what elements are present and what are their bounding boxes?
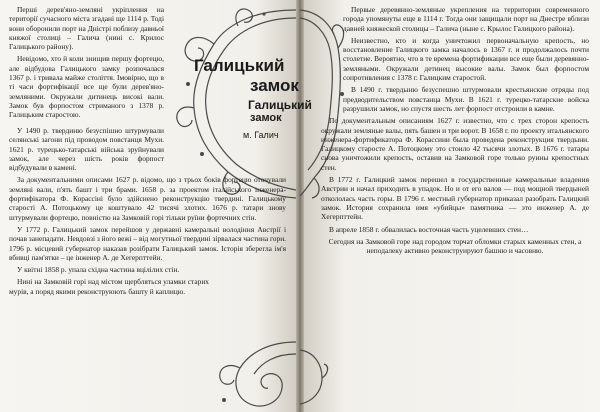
- left-text-column: [9, 5, 164, 123]
- left-location-line: м. Галич: [243, 130, 279, 140]
- left-paragraph-1: Перші дерев'яно-земляні укріплення на території сучасного міста згадані ще 1114 р. Тоді вони оборонили порт на Дністрі поблизу давньої княжої столиці – Галича (нині с. Крилос Галицького району).: [9, 5, 164, 52]
- left-subtitle-line-2: замок: [250, 112, 282, 124]
- left-paragraph-6: У квітні 1858 р. упала східна частина вцілілих стін.: [17, 265, 180, 275]
- right-paragraph-4: По документальным описаниям 1627 г. известно, что с трех сторон крепость окружали земляные валы, пять башен и три ворот. В 1658 г. по проекту итальянского инженера-фортификатора Ф. Корассини была проведена реконструкция твердыни. Галицкому старосте А. Потоцкому это стоило 42 тысячи злотых. В 1676 г. татары снова уничтожили крепость, оставив на Замковой горе только руины крепостных стен.: [321, 116, 590, 172]
- right-paragraph-6: В апреле 1858 г. обвалилась восточная часть уцелевших стен…: [329, 224, 529, 234]
- left-text-full: [9, 126, 286, 299]
- right-paragraph-1: Первые деревянно-земляные укрепления на территории современного города упомянуты еще в 1114 г. Тогда они защищали порт на Днестре вблизи давней княжеской столицы – Галича (ныне с. Крылос Галицкого района).: [343, 5, 589, 33]
- left-paragraph-2: Невідомо, хто й коли знищив першу фортецю, але відбудова Галицького замку розпочалася 1367 р. і тривала майже століття. Імовірно, що в ті часи фортифікації все ще були дерев'яно-земляними. Окружали дитинець високі вали. Замок був форпостом стриманого з 1378 р. Галицьким старостою.: [9, 54, 164, 120]
- left-title-line-2: замок: [250, 76, 299, 95]
- left-paragraph-4: За документальними описами 1627 р. відомо, що з трьох боків фортецю оточували земляні вали, п'ять башт і три брами. 1658 р. за проектом італійського інженера-фортифікатора Ф. Корассіні було здійснено реконструкцію твердині. Галицькому старості А. Потоцькому це коштувало 42 тисячі злотих. 1676 р. татари знову штурмували фортецю, повністю на Замковій горі тільки руїни фортечних стін.: [9, 175, 286, 222]
- left-paragraph-5: У 1772 р. Галицький замок перейшов у державні камеральні володіння Австрії і почав занепадати. Невдовзі з його вежі – від могутньої твердині зірвалася частина гори. 1796 р. місцевий губернатор наказав розібрати Галицький замок. Історія зберегла ім'я вбивці пам'ятки – це інженер А. де Хегерпттейн.: [9, 224, 286, 262]
- right-location-line: [303, 130, 319, 140]
- left-paragraph-3: У 1490 р. твердиню безуспішно штурмували селянські загони під проводом повстанця Мухи. 1621 р. турецько-татарські війська зруйнували замок, але через шість років форпост відбудували в камені.: [9, 126, 164, 173]
- right-paragraph-5: В 1772 г. Галицкий замок перешел в государственные камеральные владения Австрии и начал приходить в упадок. Но и от его валов — под мощной твердыней откололась часть горы. В 1796 г. местный губернатор приказал разобрать Галицкий замок. История сохранила имя «убийцы» памятника — это инженер А. де Хегерпттейн.: [321, 175, 589, 222]
- right-subtitle-line-2: [303, 112, 323, 124]
- right-text-column: [321, 5, 589, 258]
- right-paragraph-7: Сегодня на Замковой горе над городом торчат обломки старых каменных стен, а неподалеку активно реконструируют башню и часовню.: [328, 236, 582, 256]
- right-paragraph-3: В 1490 г. твердыню безуспешно штурмовали крестьянские отряды под предводительством повстанца Мухи. В 1621 г. турецко-татарские войска разрушили замок, но спустя шесть лет форпост отстроили в камне.: [343, 85, 589, 113]
- ornament-bottom-left: [210, 322, 296, 412]
- right-paragraph-2: Неизвестно, кто и когда уничтожил первоначальную крепость, но восстановление Галицкого замка началось в 1367 г. и продолжалось почти столетие. Вероятно, что в те времена фортификации все еще были деревянно-земляными. Окружали детинец высокие валы. Замок был форпостом сопротивления с 1378 г. Галицким старостой.: [343, 35, 589, 83]
- left-title-line-1: Галицький: [194, 56, 285, 75]
- left-subtitle-line-1: Галицький: [248, 98, 312, 112]
- left-paragraph-7: Нині на Замковій горі над містом щербляться уламки старих мурів, а поряд якими реконструюють башту й каплицю.: [9, 277, 209, 296]
- ornament-bottom-right: [300, 340, 330, 412]
